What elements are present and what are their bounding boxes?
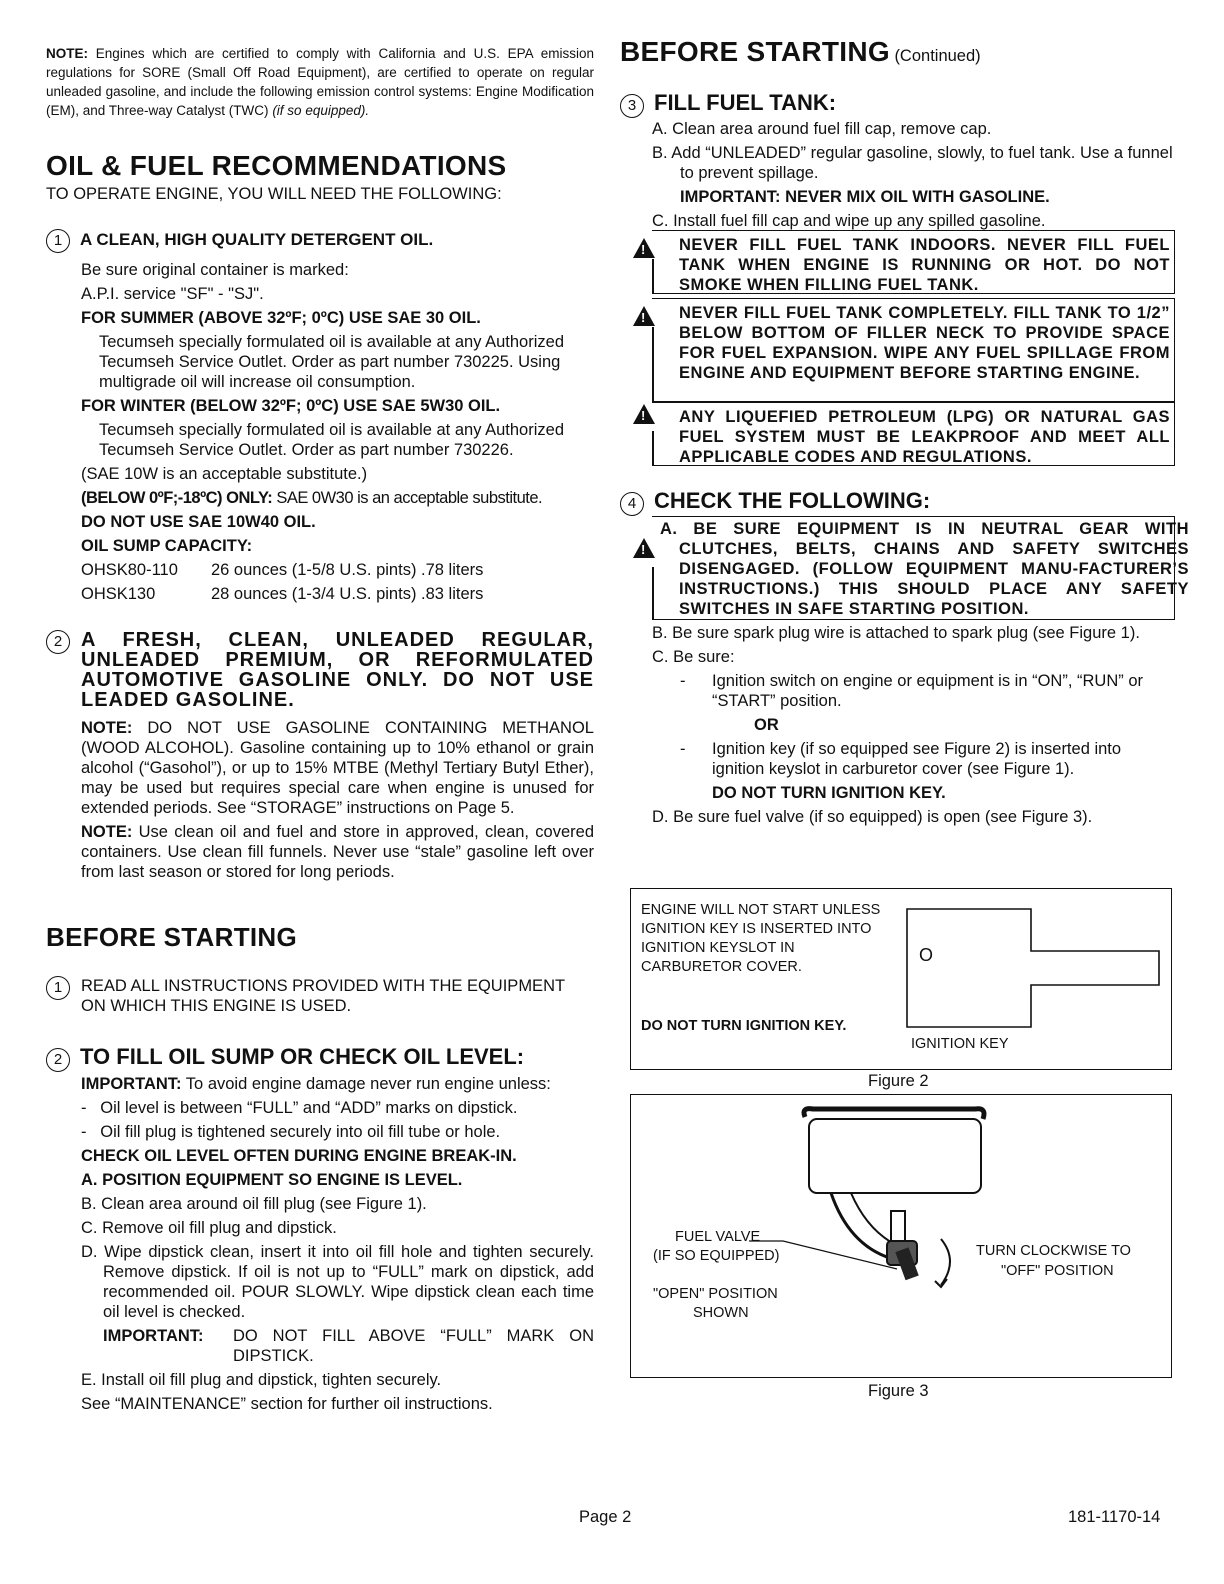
check-following-body: B. Be sure spark plug wire is attached to spark plug (see Figure 1). C. Be sure: - Ignition switch on engine or equipment is in “ON”, “RUN” or “START” position. OR - Ignition key (if so equipped see Figure 2) is inserted into ignition keyslot in carburetor cover (see Figure 1). DO NOT TURN IGNITION KEY. D. Be sure fuel valve (if so equipped) is open (see Figure 3).	[652, 624, 1144, 826]
before-starting-heading: BEFORE STARTING	[46, 922, 298, 952]
figure-3-caption: Figure 3	[868, 1382, 929, 1400]
figure-2-caption: Figure 2	[868, 1072, 929, 1090]
oil-section-heading: 1 A CLEAN, HIGH QUALITY DETERGENT OIL.	[46, 229, 433, 253]
gasoline-section-body: NOTE: DO NOT USE GASOLINE CONTAINING METHANOL (WOOD ALCOHOL). Gasoline containing up to 10% ethanol or grain alcohol (“Gasohol”), or up to 15% MTBE (Methyl Tertiary Butyl Ether), may be used but requires special care when engine is unused for extended periods. See “STORAGE” instructions on Page 5. NOTE: Use clean oil and fuel and store in approved, clean, covered containers. Use clean fill funnels. Never use “stale” gasoline left over from last season or stored for long periods.	[81, 719, 594, 881]
warning-icon	[633, 404, 655, 424]
oil-level-body: IMPORTANT: To avoid engine damage never run engine unless: - Oil level is between “FULL” and “ADD” marks on dipstick. - Oil fill plug is tightened securely into oil fill tube or hole. CHECK OIL LEVEL OFTEN DURING ENGINE BREAK-IN. A. POSITION EQUIPMENT SO ENGINE IS LEVEL. B. Clean area around oil fill plug (see Figure 1). C. Remove oil fill plug and dipstick. D. Wipe dipstick clean, insert it into oil fill hole and tighten securely. Remove dipstick. If oil is not up to “FULL” mark on dipstick, add recommended oil. POUR SLOWLY. Wipe dipstick clean each time oil level is checked. IMPORTANT: DO NOT FILL ABOVE “FULL” MARK ON DIPSTICK. E. Install oil fill plug and dipstick, tighten securely. See “MAINTENANCE” section for further oil instructions.	[81, 1075, 594, 1413]
step-number: 4	[620, 492, 644, 516]
key-hole-label: O	[919, 945, 934, 965]
figure-2: ENGINE WILL NOT START UNLESS IGNITION KEY IS INSERTED INTO IGNITION KEYSLOT IN CARBURETOR COVER. DO NOT TURN IGNITION KEY. O IGNITION KEY	[630, 888, 1172, 1070]
fuel-valve-illustration	[791, 1101, 1011, 1311]
step-number: 2	[46, 630, 70, 654]
oil-fuel-subheading: TO OPERATE ENGINE, YOU WILL NEED THE FOLLOWING:	[46, 185, 502, 203]
important-note: IMPORTANT: DO NOT FILL ABOVE “FULL” MARK ON DIPSTICK.	[103, 1327, 594, 1365]
warning-box-lpg: ANY LIQUEFIED PETROLEUM (LPG) OR NATURAL GAS FUEL SYSTEM MUST BE LEAKPROOF AND MEET ALL APPLICABLE CODES AND REGULATIONS.	[652, 402, 1175, 466]
oil-fuel-heading: OIL & FUEL RECOMMENDATIONS	[46, 150, 507, 181]
warning-icon	[633, 306, 655, 326]
before-starting-continued-heading: BEFORE STARTING (Continued)	[620, 36, 981, 67]
ignition-key-label: IGNITION KEY	[911, 1036, 1009, 1052]
step-number: 3	[620, 94, 644, 118]
warning-box-neutral: A. BE SURE EQUIPMENT IS IN NEUTRAL GEAR WITH CLUTCHES, BELTS, CHAINS AND SAFETY SWITCHES DISENGAGED. (FOLLOW EQUIPMENT MANU-FACTURER’S INSTRUCTIONS.) THIS SHOULD PLACE ANY SAFETY SWITCHES IN SAFE STARTING POSITION.	[652, 516, 1175, 620]
gasoline-section-heading: 2 A FRESH, CLEAN, UNLEADED REGULAR, UNLEADED PREMIUM, OR REFORMULATED AUTOMOTIVE GASOLINE ONLY. DO NOT USE LEADED GASOLINE.	[46, 630, 594, 710]
step-number: 1	[46, 229, 70, 253]
warning-icon	[633, 538, 655, 558]
fill-fuel-body: A. Clean area around fuel fill cap, remove cap. B. Add “UNLEADED” regular gasoline, slowly, to fuel tank. Use a funnel to prevent spillage. IMPORTANT: NEVER MIX OIL WITH GASOLINE. C. Install fuel fill cap and wipe up any spilled gasoline.	[652, 120, 1173, 230]
fill-fuel-heading: 3 FILL FUEL TANK:	[620, 90, 836, 118]
document-number: 181-1170-14	[1068, 1508, 1161, 1526]
step-number: 1	[46, 976, 70, 1000]
sump-capacity-table	[81, 560, 594, 604]
figure-3: FUEL VALVE (IF SO EQUIPPED) "OPEN" POSITION SHOWN TURN CLOCKWISE TO "OFF" POSITION	[630, 1094, 1172, 1378]
step-number: 2	[46, 1048, 70, 1072]
page-number: Page 2	[579, 1508, 632, 1526]
oil-section-body: Be sure original container is marked: A.P.I. service "SF" - "SJ". FOR SUMMER (ABOVE 32ºF; 0ºC) USE SAE 30 OIL. Tecumseh specially formulated oil is available at any Authorized Tecumseh Service Outlet. Order as part number 730225. Using multigrade oil will increase oil consumption. FOR WINTER (BELOW 32ºF; 0ºC) USE SAE 5W30 OIL. Tecumseh specially formulated oil is available at any Authorized Tecumseh Service Outlet. Order as part number 730226. (SAE 10W is an acceptable substitute.) (BELOW 0ºF;-18ºC) ONLY: SAE 0W30 is an acceptable substitute. DO NOT USE SAE 10W40 OIL. OIL SUMP CAPACITY: OHSK80-110 26 ounces (1-5/8 U.S. pints) .78 liters OHSK130 28 ounces (1-3/4 U.S. pints) .83 liters	[81, 260, 594, 604]
ignition-key-icon	[901, 903, 1163, 1029]
table-row: OHSK130 28 ounces (1-3/4 U.S. pints) .83 liters	[81, 585, 484, 603]
emission-note: NOTE: Engines which are certified to comply with California and U.S. EPA emission regulations for SORE (Small Off Road Equipment), are certified to operate on regular unleaded gasoline, and include the following emission control systems: Engine Modification (EM), and Three-way Catalyst (TWC) (if so equipped).	[46, 46, 594, 118]
table-row: OHSK80-110 26 ounces (1-5/8 U.S. pints) .78 liters	[81, 561, 484, 579]
oil-level-heading: 2 TO FILL OIL SUMP OR CHECK OIL LEVEL:	[46, 1044, 524, 1072]
read-instructions-step: 1 READ ALL INSTRUCTIONS PROVIDED WITH THE EQUIPMENT ON WHICH THIS ENGINE IS USED.	[46, 976, 594, 1016]
check-following-heading: 4 CHECK THE FOLLOWING:	[620, 488, 930, 516]
warning-icon	[633, 238, 655, 258]
warning-box-completely: NEVER FILL FUEL TANK COMPLETELY. FILL TANK TO 1/2” BELOW BOTTOM OF FILLER NECK TO PROVIDE SPACE FOR FUEL EXPANSION. WIPE ANY FUEL SPILLAGE FROM ENGINE AND EQUIPMENT BEFORE STARTING ENGINE.	[652, 298, 1175, 402]
warning-box-indoors: NEVER FILL FUEL TANK INDOORS. NEVER FILL FUEL TANK WHEN ENGINE IS RUNNING OR HOT. DO NOT SMOKE WHEN FILLING FUEL TANK.	[652, 230, 1175, 294]
